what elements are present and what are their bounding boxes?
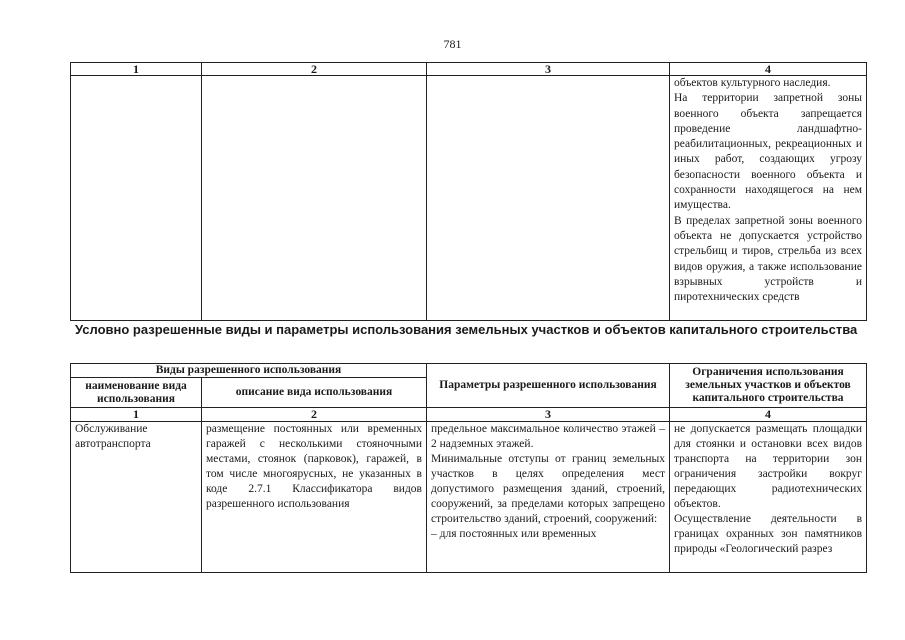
name-subheader: наименование вида использования: [71, 378, 202, 408]
page-number: 781: [443, 37, 462, 51]
section-title: Условно разрешенные виды и параметры использования земельных участков и объектов капитального строительства: [75, 322, 858, 337]
empty-cell: [71, 76, 202, 321]
use-description: размещение постоянных или временных гаражей с несколькими стояночными местами, стоянок (парковок), гаражей, в том числе многоярусных, не указанных в коде 2.7.1 Классификатора видов разрешенного использования: [206, 423, 422, 510]
params-paragraph: предельное максимальное количество этажей – 2 надземных этажей.: [431, 423, 665, 450]
column-number: 1: [71, 63, 202, 76]
column-number: 4: [670, 408, 867, 422]
conditional-uses-table: [70, 363, 867, 573]
params-paragraph: – для постоянных или временных: [431, 528, 597, 540]
restrictions-cell: [670, 422, 867, 573]
restrictions-cell: объектов культурного наследия. На территории запретной зоны военного объекта запрещается проведение ландшафтно-реабилитационных, рекреационных и иных работ, создающих угрозу безопасности военного объекта и сохранности находящегося на нем имущества. В пределах запретной зоны военного объекта не допускается устройство стрельбищ и тиров, стрельба из всех видов оружия, а также использование взрывных устройств и пиротехнических средств: [670, 76, 867, 321]
empty-cell: [427, 76, 670, 321]
table-row: [71, 76, 867, 321]
params-text: [431, 422, 665, 572]
restrictions-header: Ограничения использования земельных участков и объектов капитального строительства: [670, 364, 867, 408]
description-subheader: описание вида использования: [202, 378, 427, 408]
column-number: 3: [427, 408, 670, 422]
restrictions-text: [674, 422, 862, 572]
column-number-row: [71, 408, 867, 422]
params-paragraph: Минимальные отступы от границ земельных участков в целях определения мест допустимого размещения зданий, строений, сооружений, за пределами которых запрещено строительство зданий, строений, сооружений:: [431, 453, 665, 525]
table-row: [71, 422, 867, 573]
empty-cell: [202, 76, 427, 321]
column-number: 2: [202, 63, 427, 76]
params-cell: [427, 422, 670, 573]
params-header: Параметры разрешенного использования: [427, 364, 670, 408]
use-name-cell: [71, 422, 202, 573]
column-number: 4: [670, 63, 867, 76]
group-header: Виды разрешенного использования: [71, 364, 427, 378]
column-number: 3: [427, 63, 670, 76]
column-number: 1: [71, 408, 202, 422]
header-row: [71, 364, 867, 378]
use-name: Обслуживание автотранспорта: [75, 423, 151, 450]
restrictions-paragraph: не допускается размещать площадки для стоянки и остановки всех видов транспорта на территории зон ограничения застройки вокруг передающих радиотехнических объектов.: [674, 423, 862, 510]
use-description-cell: [202, 422, 427, 573]
continuation-table: [70, 62, 867, 321]
restrictions-paragraph: Осуществление деятельности в границах охранных зон памятников природы «Геологический разрез: [674, 513, 862, 555]
column-number: 2: [202, 408, 427, 422]
column-number-row: [71, 63, 867, 76]
